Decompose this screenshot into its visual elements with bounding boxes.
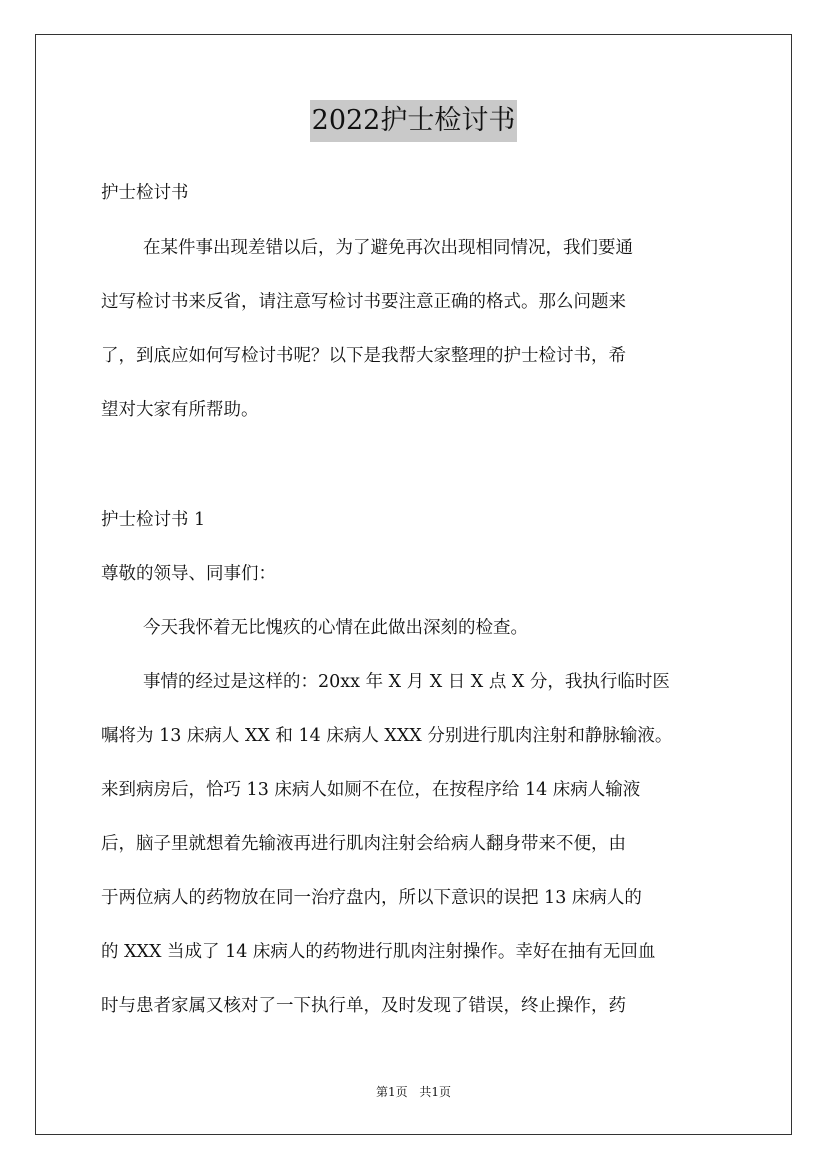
page-total: 共1页 bbox=[419, 1085, 452, 1099]
title-container bbox=[0, 100, 827, 142]
paragraph-2-line: 事情的经过是这样的：20xx 年 X 月 X 日 X 点 X 分，我执行临时医 bbox=[143, 672, 670, 692]
intro-line: 望对大家有所帮助。 bbox=[101, 400, 259, 420]
salutation: 尊敬的领导、同事们： bbox=[101, 564, 276, 584]
document-title: 2022护士检讨书 bbox=[310, 100, 518, 142]
paragraph-1: 今天我怀着无比愧疚的心情在此做出深刻的检查。 bbox=[143, 618, 528, 638]
page-footer bbox=[0, 1084, 827, 1100]
paragraph-2-line: 嘱将为 13 床病人 XX 和 14 床病人 XXX 分别进行肌肉注射和静脉输液。 bbox=[101, 726, 673, 746]
paragraph-2-line: 于两位病人的药物放在同一治疗盘内，所以下意识的误把 13 床病人的 bbox=[101, 888, 642, 908]
document-heading: 护士检讨书 bbox=[101, 183, 189, 203]
section-title: 护士检讨书 1 bbox=[101, 510, 206, 530]
intro-line: 了，到底应如何写检讨书呢？以下是我帮大家整理的护士检讨书，希 bbox=[101, 346, 626, 366]
paragraph-2-line: 后，脑子里就想着先输液再进行肌肉注射会给病人翻身带来不便，由 bbox=[101, 834, 626, 854]
intro-line: 在某件事出现差错以后，为了避免再次出现相同情况，我们要通 bbox=[143, 238, 633, 258]
paragraph-2-line: 来到病房后，恰巧 13 床病人如厕不在位，在按程序给 14 床病人输液 bbox=[101, 780, 641, 800]
paragraph-2-line: 时与患者家属又核对了一下执行单，及时发现了错误，终止操作，药 bbox=[101, 996, 626, 1016]
intro-line: 过写检讨书来反省，请注意写检讨书要注意正确的格式。那么问题来 bbox=[101, 292, 626, 312]
page-number: 第1页 bbox=[375, 1085, 408, 1099]
paragraph-2-line: 的 XXX 当成了 14 床病人的药物进行肌肉注射操作。幸好在抽有无回血 bbox=[101, 942, 656, 962]
